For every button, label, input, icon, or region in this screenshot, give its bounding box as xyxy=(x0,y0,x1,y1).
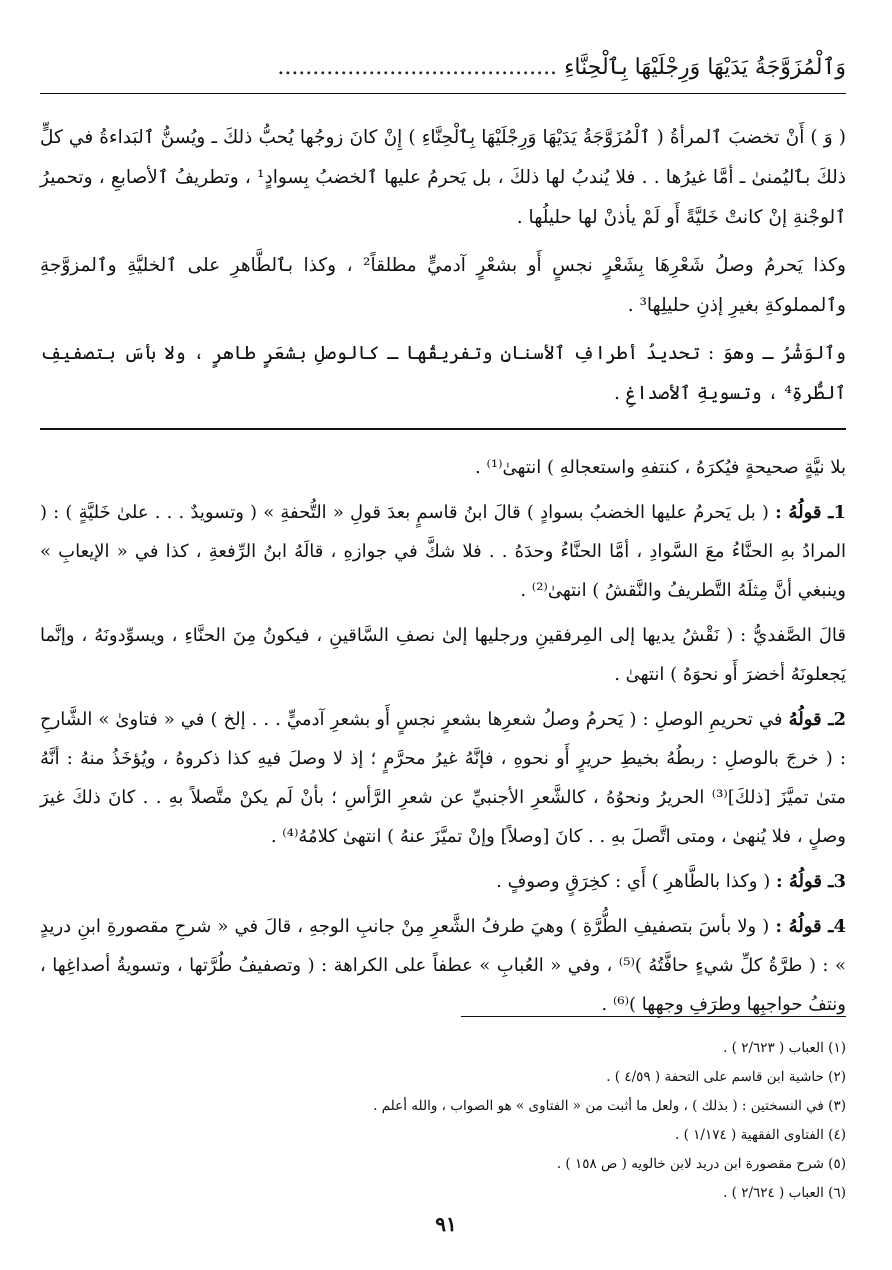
commentary-note-2-text: في تحريمِ الوصلِ : ( يَحرمُ وصلُ شعرِها بشعرٍ نجسٍ أَو بشعرِ آدميٍّ . . . إلخ ) في « فتاوىٰ » الشَّارحِ : ( خرجَ بالوصلِ : ربطُهُ بخيطِ حريرٍ أَو نحوهِ ، فإنَّهُ غيرُ محرَّمٍ ؛ إذ لا وصلَ فيهِ كذا ذكروهُ ، ويُؤخَذُ منهُ : أنَّهُ متىٰ تميَّزَ [ذلكَ]⁽³⁾ الحريرُ ونحوُهُ ، كالشَّعرِ الأجنبيِّ عن شعرِ الرَّأسِ ؛ بأنْ لَم يكنْ متَّصلاً بهِ . . كانَ ذلكَ غيرَ وصلٍ ، فلا يُنهىٰ ، ومتى اتَّصلَ بهِ . . كانَ [وصلاً] وإنْ تميَّزَ عنهُ ) انتهىٰ كلامُهُ⁽⁴⁾ . xyxy=(40,709,846,847)
footnotes xyxy=(40,1034,846,1208)
commentary-separator xyxy=(40,428,846,430)
footnotes-rule xyxy=(461,1016,846,1017)
footnote-3: (٣) في النسختين : ( بذلك ) ، ولعل ما أثبت من « الفتاوى » هو الصواب ، والله أعلم . xyxy=(373,1098,846,1114)
main-text-paragraph-2: وكذا يَحرمُ وصلُ شَعْرِهَا بِشَعْرٍ نجسٍ أَو بشعْرٍ آدميٍّ مطلقاً² ، وكذا بٱلطَّاهرِ على ٱلخليَّةِ وٱلمزوَّجةِ وٱلمملوكةِ بغيرِ إذنِ حليلِها³ . xyxy=(40,255,846,316)
header-rule xyxy=(40,93,846,94)
main-text-paragraph-3: وٱلوَشْرُ ـ وهوَ : تحديدُ أطرافِ ٱلأسنانِ وتفريقُها ـ كالوصلِ بشعَرٍ طاهرٍ ، ولا بأسَ بتصفيفِ ٱلطُّرةِ⁴ ، وتسويةِ ٱلأصداغِ . xyxy=(40,343,846,404)
commentary-note-1-continuation: قالَ الصَّفديُّ : ( نَقْشُ يديها إلى المِرفقينِ ورجليها إلىٰ نصفِ السَّاقينِ ، فيكونُ مِنَ الحنَّاءِ ، ويسوِّدونَهُ ، وإنَّما يَجعلونَهُ أخضرَ أَو نحوَهُ ) انتهىٰ . xyxy=(40,625,846,685)
commentary-intro: بلا نيَّةٍ صحيحةٍ فيُكرَهُ ، كنتفهِ واستعجالهِ ) انتهىٰ⁽¹⁾ . xyxy=(475,457,846,478)
commentary-note-3-lead: 3ـ قولُهُ : xyxy=(775,871,846,892)
commentary-note-4-lead: 4ـ قولُهُ : xyxy=(775,916,846,937)
footnote-2: (٢) حاشية ابن قاسم على التحفة ( ٤/٥٩ ) . xyxy=(606,1069,846,1085)
running-header-title: وَٱلْمُزَوَّجَةُ يَدَيْهَا وَرِجْلَيْهَا بِٱلْحِنَّاءِ xyxy=(564,55,846,80)
commentary-note-4 xyxy=(40,907,846,1024)
commentary-note-3 xyxy=(40,862,846,901)
footnote-5: (٥) شرح مقصورة ابن دريد لابن خالويه ( ص ١٥٨ ) . xyxy=(556,1156,846,1172)
commentary-note-3-text: ( وكذا بالطَّاهرِ ) أَي : كخِرَقٍ وصوفٍ . xyxy=(496,871,771,892)
main-text xyxy=(40,118,846,422)
commentary-note-2 xyxy=(40,700,846,856)
footnote-1: (١) العباب ( ٢/٦٢٣ ) . xyxy=(723,1040,846,1056)
commentary-note-1-text: ( بل يَحرمُ عليها الخضبُ بسوادٍ ) قالَ ابنُ قاسمٍ بعدَ قولِ « التُّحفةِ » ( وتسويدٌ . . . علىٰ خَليَّةٍ ) : ( المرادُ بهِ الحنَّاءُ معَ السَّوادِ ، أمَّا الحنَّاءُ وحدَهُ . . فلا شكَّ في جوازهِ ، قالَهُ ابنُ الرِّفعةِ ، كذا في « الإيعابِ » وينبغي أنَّ مِثلَهُ التَّطريفُ والنَّقشُ ) انتهىٰ⁽²⁾ . xyxy=(40,502,846,601)
page-number: ٩١ xyxy=(435,1212,457,1236)
commentary-note-4-text: ( ولا بأسَ بتصفيفِ الطُّرَّةِ ) وهيَ طرفُ الشَّعرِ مِنْ جانبِ الوجهِ ، قالَ في « شرحِ مقصورةِ ابنِ دريدٍ » : ( طرَّةُ كلِّ شيءٍ حافَّتُهُ )⁽⁵⁾ ، وفي « العُبابِ » عطفاً على الكراهة : ( وتصفيفُ طُرَّتها ، وتسويةُ أصداغِها ، ونتفُ حواجبِها وطرَفِ وجهِها )⁽⁶⁾ . xyxy=(40,916,846,1015)
commentary-note-2-lead: 2ـ قولُهُ xyxy=(788,709,847,730)
commentary xyxy=(40,448,846,1030)
commentary-note-1 xyxy=(40,493,846,610)
footnote-6: (٦) العباب ( ٢/٦٢٤ ) . xyxy=(723,1185,846,1201)
main-text-paragraph-1: ( وَ ) أَنْ تخضبَ ٱلمرأةُ ( ٱلْمُزَوَّجَةُ يَدَيْهَا وَرِجْلَيْهَا بِٱلْحِنَّاءِ ) إِنْ كانَ زوجُها يُحبُّ ذلكَ ـ ويُسنُّ ٱلبَداءةُ في كلٍّ ذلكَ بٱليُمنىٰ ـ أمَّا غيرُها . . فلا يُندبُ لها ذلكَ ، بل يَحرمُ عليها ٱلخضبُ بِسوادٍ¹ ، وتطريفُ ٱلأصابعِ ، وتحميرُ ٱلوجْنةِ إنْ كانتْ خَليَّةً أَو لَمْ يأذنْ لها حليلُها . xyxy=(40,127,846,228)
commentary-note-1-lead: 1ـ قولُهُ : xyxy=(775,502,846,523)
footnote-4: (٤) الفتاوى الفقهية ( ١/١٧٤ ) . xyxy=(675,1127,846,1143)
running-header xyxy=(40,48,846,88)
running-header-dots: ........................................ xyxy=(277,55,558,80)
